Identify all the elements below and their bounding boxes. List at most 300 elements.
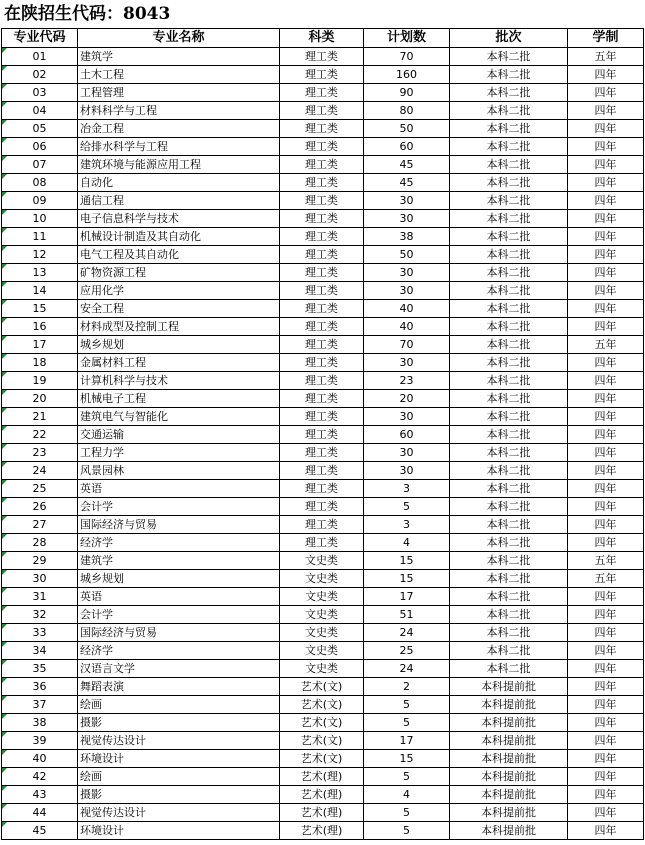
batch-cell: 本科二批 [450,192,568,210]
plan-cell: 17 [364,588,450,606]
table-row [2,264,644,282]
batch-cell: 本科二批 [450,84,568,102]
table-row [2,804,644,822]
category-cell: 理工类 [280,84,364,102]
table-row [2,48,644,66]
batch-cell: 本科二批 [450,660,568,678]
code-cell: 08 [2,174,78,192]
batch-cell: 本科二批 [450,228,568,246]
category-cell: 文史类 [280,588,364,606]
duration-cell: 四年 [568,498,644,516]
code-cell: 20 [2,390,78,408]
duration-cell: 四年 [568,426,644,444]
category-cell: 理工类 [280,66,364,84]
batch-cell: 本科二批 [450,480,568,498]
code-cell: 36 [2,678,78,696]
batch-cell: 本科二批 [450,588,568,606]
name-cell: 汉语言文学 [78,660,280,678]
name-cell: 视觉传达设计 [78,804,280,822]
batch-cell: 本科二批 [450,66,568,84]
code-cell: 13 [2,264,78,282]
category-cell: 理工类 [280,102,364,120]
table-row [2,534,644,552]
name-cell: 自动化 [78,174,280,192]
table-row [2,372,644,390]
code-cell: 43 [2,786,78,804]
duration-cell: 四年 [568,516,644,534]
plan-cell: 2 [364,678,450,696]
plan-cell: 23 [364,372,450,390]
batch-cell: 本科提前批 [450,732,568,750]
code-cell: 45 [2,822,78,840]
code-cell: 30 [2,570,78,588]
name-cell: 城乡规划 [78,336,280,354]
batch-cell: 本科提前批 [450,714,568,732]
category-cell: 理工类 [280,390,364,408]
table-row [2,444,644,462]
code-cell: 32 [2,606,78,624]
code-cell: 16 [2,318,78,336]
batch-cell: 本科二批 [450,120,568,138]
name-cell: 国际经济与贸易 [78,516,280,534]
table-row [2,480,644,498]
table-row [2,426,644,444]
name-cell: 建筑环境与能源应用工程 [78,156,280,174]
name-cell: 通信工程 [78,192,280,210]
plan-cell: 5 [364,696,450,714]
category-cell: 理工类 [280,192,364,210]
name-cell: 交通运输 [78,426,280,444]
batch-cell: 本科二批 [450,246,568,264]
category-cell: 理工类 [280,174,364,192]
code-cell: 10 [2,210,78,228]
plan-cell: 20 [364,390,450,408]
name-cell: 会计学 [78,498,280,516]
category-cell: 艺术(理) [280,822,364,840]
code-cell: 12 [2,246,78,264]
code-cell: 05 [2,120,78,138]
plan-cell: 40 [364,300,450,318]
plan-cell: 45 [364,156,450,174]
table-row [2,822,644,840]
plan-cell: 17 [364,732,450,750]
plan-cell: 30 [364,192,450,210]
code-cell: 27 [2,516,78,534]
duration-cell: 四年 [568,678,644,696]
name-cell: 电子信息科学与技术 [78,210,280,228]
batch-cell: 本科二批 [450,408,568,426]
plan-cell: 30 [364,354,450,372]
duration-cell: 四年 [568,354,644,372]
category-cell: 理工类 [280,120,364,138]
plan-cell: 30 [364,462,450,480]
name-cell: 会计学 [78,606,280,624]
duration-cell: 四年 [568,84,644,102]
duration-cell: 四年 [568,732,644,750]
duration-cell: 四年 [568,120,644,138]
code-cell: 06 [2,138,78,156]
batch-cell: 本科二批 [450,426,568,444]
category-cell: 艺术(理) [280,768,364,786]
plan-cell: 3 [364,480,450,498]
name-cell: 环境设计 [78,750,280,768]
table-row [2,246,644,264]
name-cell: 摄影 [78,786,280,804]
name-cell: 电气工程及其自动化 [78,246,280,264]
duration-cell: 五年 [568,570,644,588]
duration-cell: 四年 [568,246,644,264]
code-cell: 03 [2,84,78,102]
plan-cell: 3 [364,516,450,534]
table-row [2,696,644,714]
plan-cell: 70 [364,48,450,66]
batch-cell: 本科提前批 [450,804,568,822]
duration-cell: 四年 [568,714,644,732]
duration-cell: 四年 [568,408,644,426]
table-row [2,498,644,516]
duration-cell: 四年 [568,588,644,606]
duration-cell: 四年 [568,696,644,714]
plan-cell: 5 [364,714,450,732]
table-row [2,678,644,696]
table-row [2,102,644,120]
duration-cell: 四年 [568,282,644,300]
table-row [2,282,644,300]
batch-cell: 本科二批 [450,264,568,282]
table-row [2,156,644,174]
batch-cell: 本科提前批 [450,822,568,840]
category-cell: 理工类 [280,444,364,462]
duration-cell: 四年 [568,66,644,84]
name-cell: 建筑学 [78,48,280,66]
plan-cell: 15 [364,750,450,768]
category-cell: 理工类 [280,246,364,264]
code-cell: 15 [2,300,78,318]
category-cell: 理工类 [280,210,364,228]
duration-cell: 四年 [568,228,644,246]
table-row [2,714,644,732]
table-row [2,210,644,228]
code-cell: 34 [2,642,78,660]
name-cell: 土木工程 [78,66,280,84]
batch-cell: 本科二批 [450,210,568,228]
batch-cell: 本科二批 [450,282,568,300]
table-row [2,588,644,606]
name-cell: 矿物资源工程 [78,264,280,282]
category-cell: 理工类 [280,426,364,444]
header-code: 专业代码 [2,29,78,48]
table-row [2,390,644,408]
duration-cell: 四年 [568,822,644,840]
duration-cell: 四年 [568,624,644,642]
duration-cell: 四年 [568,786,644,804]
table-row [2,318,644,336]
header-name: 专业名称 [78,29,280,48]
header-category: 科类 [280,29,364,48]
name-cell: 舞蹈表演 [78,678,280,696]
name-cell: 建筑电气与智能化 [78,408,280,426]
plan-cell: 24 [364,660,450,678]
name-cell: 工程管理 [78,84,280,102]
batch-cell: 本科二批 [450,354,568,372]
page-title: 在陕招生代码：8043 [4,4,171,24]
duration-cell: 五年 [568,48,644,66]
name-cell: 给排水科学与工程 [78,138,280,156]
category-cell: 理工类 [280,372,364,390]
duration-cell: 四年 [568,210,644,228]
table-row [2,750,644,768]
table-row [2,354,644,372]
category-cell: 理工类 [280,498,364,516]
name-cell: 材料科学与工程 [78,102,280,120]
table-row [2,732,644,750]
category-cell: 理工类 [280,300,364,318]
duration-cell: 四年 [568,480,644,498]
table-row [2,660,644,678]
category-cell: 艺术(理) [280,786,364,804]
plan-cell: 80 [364,102,450,120]
code-cell: 18 [2,354,78,372]
code-cell: 07 [2,156,78,174]
category-cell: 文史类 [280,552,364,570]
table-row [2,624,644,642]
table-row [2,300,644,318]
category-cell: 艺术(文) [280,714,364,732]
category-cell: 理工类 [280,264,364,282]
name-cell: 英语 [78,480,280,498]
category-cell: 理工类 [280,480,364,498]
plan-cell: 5 [364,768,450,786]
code-cell: 29 [2,552,78,570]
batch-cell: 本科二批 [450,372,568,390]
category-cell: 文史类 [280,624,364,642]
category-cell: 理工类 [280,156,364,174]
code-cell: 35 [2,660,78,678]
duration-cell: 四年 [568,462,644,480]
name-cell: 工程力学 [78,444,280,462]
duration-cell: 四年 [568,318,644,336]
category-cell: 理工类 [280,228,364,246]
duration-cell: 四年 [568,174,644,192]
category-cell: 理工类 [280,336,364,354]
table-row [2,606,644,624]
majors-table [1,28,644,840]
plan-cell: 60 [364,426,450,444]
plan-cell: 5 [364,804,450,822]
category-cell: 文史类 [280,642,364,660]
duration-cell: 四年 [568,750,644,768]
name-cell: 风景园林 [78,462,280,480]
duration-cell: 五年 [568,336,644,354]
table-body [2,48,644,840]
code-cell: 33 [2,624,78,642]
duration-cell: 四年 [568,444,644,462]
plan-cell: 4 [364,786,450,804]
duration-cell: 五年 [568,552,644,570]
category-cell: 理工类 [280,408,364,426]
table-row [2,66,644,84]
duration-cell: 四年 [568,768,644,786]
plan-cell: 15 [364,552,450,570]
batch-cell: 本科二批 [450,462,568,480]
batch-cell: 本科二批 [450,138,568,156]
category-cell: 艺术(理) [280,804,364,822]
name-cell: 经济学 [78,534,280,552]
code-cell: 37 [2,696,78,714]
code-cell: 31 [2,588,78,606]
batch-cell: 本科提前批 [450,750,568,768]
name-cell: 绘画 [78,696,280,714]
batch-cell: 本科二批 [450,534,568,552]
batch-cell: 本科二批 [450,516,568,534]
plan-cell: 70 [364,336,450,354]
code-cell: 09 [2,192,78,210]
category-cell: 艺术(文) [280,678,364,696]
batch-cell: 本科提前批 [450,678,568,696]
code-cell: 25 [2,480,78,498]
duration-cell: 四年 [568,192,644,210]
header-batch: 批次 [450,29,568,48]
code-cell: 38 [2,714,78,732]
batch-cell: 本科二批 [450,552,568,570]
table-row [2,192,644,210]
table-row [2,336,644,354]
code-cell: 42 [2,768,78,786]
name-cell: 摄影 [78,714,280,732]
batch-cell: 本科二批 [450,102,568,120]
category-cell: 艺术(文) [280,696,364,714]
category-cell: 文史类 [280,570,364,588]
category-cell: 文史类 [280,660,364,678]
table-row [2,84,644,102]
code-cell: 19 [2,372,78,390]
code-cell: 44 [2,804,78,822]
plan-cell: 50 [364,120,450,138]
batch-cell: 本科提前批 [450,696,568,714]
plan-cell: 25 [364,642,450,660]
plan-cell: 90 [364,84,450,102]
category-cell: 理工类 [280,354,364,372]
table-row [2,642,644,660]
plan-cell: 30 [364,444,450,462]
table-row [2,120,644,138]
category-cell: 理工类 [280,462,364,480]
code-cell: 11 [2,228,78,246]
name-cell: 经济学 [78,642,280,660]
duration-cell: 四年 [568,264,644,282]
batch-cell: 本科二批 [450,624,568,642]
category-cell: 理工类 [280,318,364,336]
code-cell: 01 [2,48,78,66]
batch-cell: 本科二批 [450,642,568,660]
name-cell: 绘画 [78,768,280,786]
duration-cell: 四年 [568,642,644,660]
header-duration: 学制 [568,29,644,48]
category-cell: 理工类 [280,282,364,300]
table-row [2,228,644,246]
header-plan: 计划数 [364,29,450,48]
code-cell: 26 [2,498,78,516]
category-cell: 艺术(文) [280,750,364,768]
batch-cell: 本科二批 [450,570,568,588]
code-cell: 39 [2,732,78,750]
code-cell: 28 [2,534,78,552]
duration-cell: 四年 [568,804,644,822]
batch-cell: 本科二批 [450,390,568,408]
code-cell: 24 [2,462,78,480]
table-row [2,552,644,570]
code-cell: 04 [2,102,78,120]
batch-cell: 本科二批 [450,48,568,66]
category-cell: 理工类 [280,534,364,552]
name-cell: 应用化学 [78,282,280,300]
batch-cell: 本科二批 [450,444,568,462]
duration-cell: 四年 [568,660,644,678]
batch-cell: 本科二批 [450,174,568,192]
table-row [2,570,644,588]
category-cell: 理工类 [280,138,364,156]
table-row [2,174,644,192]
plan-cell: 15 [364,570,450,588]
batch-cell: 本科提前批 [450,768,568,786]
name-cell: 金属材料工程 [78,354,280,372]
batch-cell: 本科二批 [450,336,568,354]
plan-cell: 40 [364,318,450,336]
plan-cell: 4 [364,534,450,552]
table-row [2,462,644,480]
code-cell: 40 [2,750,78,768]
plan-cell: 38 [364,228,450,246]
table-row [2,786,644,804]
batch-cell: 本科二批 [450,318,568,336]
table-header-row [2,29,644,48]
name-cell: 机械电子工程 [78,390,280,408]
batch-cell: 本科二批 [450,156,568,174]
category-cell: 文史类 [280,606,364,624]
name-cell: 机械设计制造及其自动化 [78,228,280,246]
name-cell: 材料成型及控制工程 [78,318,280,336]
name-cell: 环境设计 [78,822,280,840]
plan-cell: 30 [364,282,450,300]
name-cell: 冶金工程 [78,120,280,138]
name-cell: 计算机科学与技术 [78,372,280,390]
name-cell: 视觉传达设计 [78,732,280,750]
name-cell: 城乡规划 [78,570,280,588]
code-cell: 17 [2,336,78,354]
duration-cell: 四年 [568,606,644,624]
plan-cell: 45 [364,174,450,192]
name-cell: 国际经济与贸易 [78,624,280,642]
plan-cell: 60 [364,138,450,156]
table-row [2,516,644,534]
table-row [2,408,644,426]
plan-cell: 50 [364,246,450,264]
plan-cell: 5 [364,822,450,840]
batch-cell: 本科二批 [450,498,568,516]
name-cell: 安全工程 [78,300,280,318]
code-cell: 14 [2,282,78,300]
code-cell: 22 [2,426,78,444]
category-cell: 理工类 [280,48,364,66]
duration-cell: 四年 [568,372,644,390]
duration-cell: 四年 [568,102,644,120]
plan-cell: 30 [364,210,450,228]
name-cell: 建筑学 [78,552,280,570]
code-cell: 02 [2,66,78,84]
table-row [2,768,644,786]
plan-cell: 24 [364,624,450,642]
duration-cell: 四年 [568,138,644,156]
